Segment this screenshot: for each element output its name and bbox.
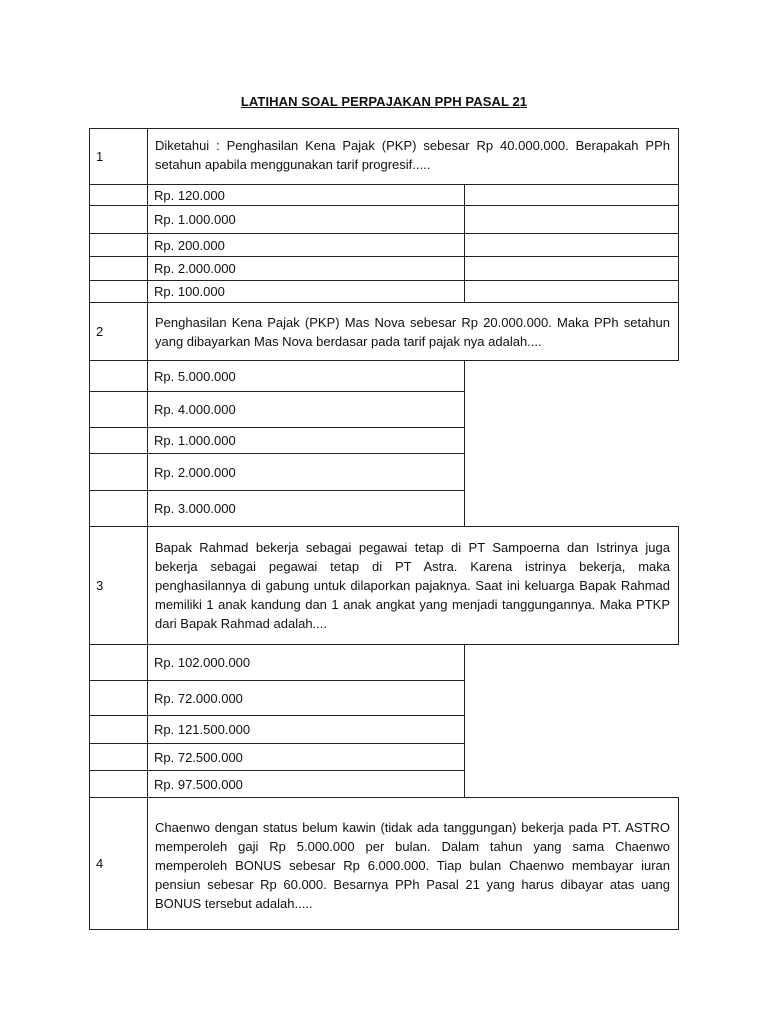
option-number-cell (89, 743, 148, 771)
option-number-cell (89, 680, 148, 716)
question-4-number: 4 (89, 797, 148, 930)
question-3-option-3[interactable]: Rp. 121.500.000 (147, 715, 465, 744)
question-1-option-2[interactable]: Rp. 1.000.000 (147, 205, 465, 234)
question-1-number: 1 (89, 128, 148, 185)
option-number-cell (89, 360, 148, 392)
question-2-option-3[interactable]: Rp. 1.000.000 (147, 427, 465, 454)
question-1-text: Diketahui : Penghasilan Kena Pajak (PKP) sebesar Rp 40.000.000. Berapakah PPh setahun apabila menggunakan tarif progresif..... (147, 128, 679, 185)
answer-cell (464, 184, 679, 206)
option-number-cell (89, 644, 148, 681)
question-3-option-4[interactable]: Rp. 72.500.000 (147, 743, 465, 771)
option-number-cell (89, 256, 148, 281)
question-1-option-1[interactable]: Rp. 120.000 (147, 184, 465, 206)
option-number-cell (89, 715, 148, 744)
option-number-cell (89, 453, 148, 491)
question-2-option-5[interactable]: Rp. 3.000.000 (147, 490, 465, 527)
option-number-cell (89, 280, 148, 303)
question-4-text: Chaenwo dengan status belum kawin (tidak ada tanggungan) bekerja pada PT. ASTRO memperoleh gaji Rp 5.000.000 per bulan. Dalam tahun yang sama Chaenwo memperoleh BONUS sebesar Rp 6.000.000. Tiap bulan Chaenwo membayar iuran pensiun sebesar Rp 60.000. Besarnya PPh Pasal 21 yang harus dibayar atas uang BONUS tersebut adalah..... (147, 797, 679, 930)
answer-cell (464, 205, 679, 234)
question-3-option-2[interactable]: Rp. 72.000.000 (147, 680, 465, 716)
question-2-option-1[interactable]: Rp. 5.000.000 (147, 360, 465, 392)
question-2-number: 2 (89, 302, 148, 361)
option-number-cell (89, 490, 148, 527)
question-1-option-5[interactable]: Rp. 100.000 (147, 280, 465, 303)
option-number-cell (89, 233, 148, 257)
question-1-option-3[interactable]: Rp. 200.000 (147, 233, 465, 257)
option-number-cell (89, 184, 148, 206)
question-3-option-5[interactable]: Rp. 97.500.000 (147, 770, 465, 798)
question-2-option-4[interactable]: Rp. 2.000.000 (147, 453, 465, 491)
question-2-option-2[interactable]: Rp. 4.000.000 (147, 391, 465, 428)
option-number-cell (89, 427, 148, 454)
document-title: LATIHAN SOAL PERPAJAKAN PPH PASAL 21 (240, 94, 528, 109)
question-3-number: 3 (89, 526, 148, 645)
option-number-cell (89, 391, 148, 428)
option-number-cell (89, 205, 148, 234)
question-2-text: Penghasilan Kena Pajak (PKP) Mas Nova sebesar Rp 20.000.000. Maka PPh setahun yang dibayarkan Mas Nova berdasar pada tarif pajak nya adalah.... (147, 302, 679, 361)
answer-cell (464, 233, 679, 257)
question-3-text: Bapak Rahmad bekerja sebagai pegawai tetap di PT Sampoerna dan Istrinya juga bekerja sebagai pegawai tetap di PT Astra. Karena istrinya bekerja, maka penghasilannya di gabung untuk dilaporkan pajaknya. Saat ini keluarga Bapak Rahmad memiliki 1 anak kandung dan 1 anak angkat yang menjadi tanggungannya. Maka PTKP dari Bapak Rahmad adalah.... (147, 526, 679, 645)
question-3-option-1[interactable]: Rp. 102.000.000 (147, 644, 465, 681)
answer-cell (464, 280, 679, 303)
option-number-cell (89, 770, 148, 798)
answer-cell (464, 256, 679, 281)
question-1-option-4[interactable]: Rp. 2.000.000 (147, 256, 465, 281)
